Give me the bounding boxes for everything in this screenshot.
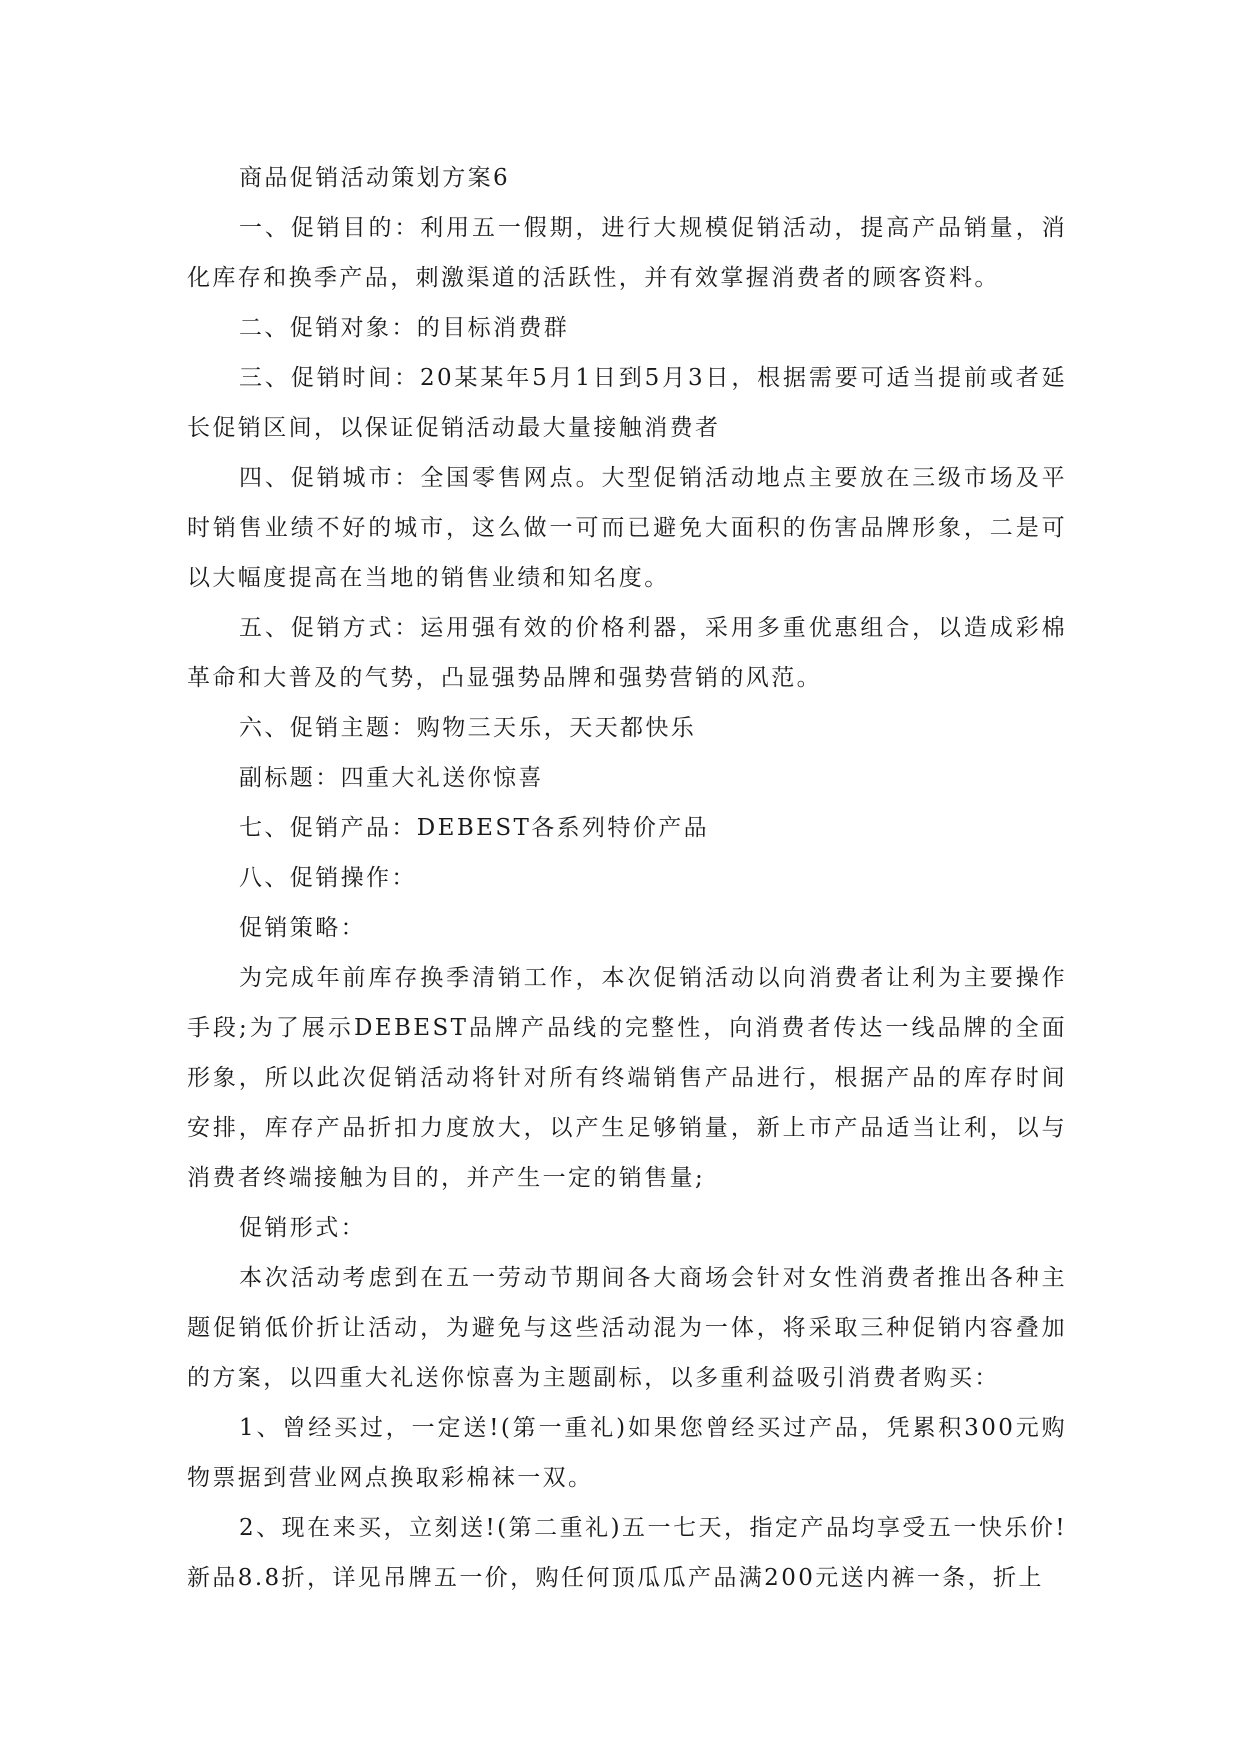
- paragraph-subtitle: 副标题：四重大礼送你惊喜: [239, 765, 544, 791]
- document-body: [187, 153, 1067, 1603]
- paragraph-promotion-theme: 六、促销主题：购物三天乐，天天都快乐: [239, 715, 697, 741]
- paragraph-strategy-heading: 促销策略：: [239, 915, 366, 941]
- paragraph-promotion-target: 二、促销对象：的目标消费群: [239, 315, 570, 341]
- paragraph-promotion-operation: 八、促销操作：: [239, 865, 417, 891]
- paragraph-promotion-method: 五、促销方式：运用强有效的价格利器，采用多重优惠组合，以造成彩棉革命和大普及的气势，凸显强势品牌和强势营销的风范。: [187, 615, 1067, 691]
- paragraph-promotion-cities: 四、促销城市：全国零售网点。大型促销活动地点主要放在三级市场及平时销售业绩不好的城市，这么做一可而已避免大面积的伤害品牌形象，二是可以大幅度提高在当地的销售业绩和知名度。: [187, 465, 1067, 591]
- paragraph-gift-one: 1、曾经买过，一定送!(第一重礼)如果您曾经买过产品，凭累积300元购物票据到营业网点换取彩棉袜一双。: [187, 1415, 1067, 1491]
- paragraph-promotion-goal: 一、促销目的：利用五一假期，进行大规模促销活动，提高产品销量，消化库存和换季产品，刺激渠道的活跃性，并有效掌握消费者的顾客资料。: [187, 215, 1067, 291]
- paragraph-promotion-products: 七、促销产品：DEBEST各系列特价产品: [239, 815, 710, 841]
- paragraph-strategy-body: 为完成年前库存换季清销工作，本次促销活动以向消费者让利为主要操作手段;为了展示DEBEST品牌产品线的完整性，向消费者传达一线品牌的全面形象，所以此次促销活动将针对所有终端销售产品进行，根据产品的库存时间安排，库存产品折扣力度放大，以产生足够销量，新上市产品适当让利，以与消费者终端接触为目的，并产生一定的销售量;: [187, 965, 1067, 1191]
- paragraph-promotion-time: 三、促销时间：20某某年5月1日到5月3日，根据需要可适当提前或者延长促销区间，以保证促销活动最大量接触消费者: [187, 365, 1067, 441]
- document-title: 商品促销活动策划方案6: [239, 165, 511, 191]
- paragraph-form-heading: 促销形式：: [239, 1215, 366, 1241]
- paragraph-gift-two: 2、现在来买，立刻送!(第二重礼)五一七天，指定产品均享受五一快乐价!新品8.8折，详见吊牌五一价，购任何顶瓜瓜产品满200元送内裤一条，折上: [187, 1515, 1067, 1591]
- paragraph-form-body: 本次活动考虑到在五一劳动节期间各大商场会针对女性消费者推出各种主题促销低价折让活动，为避免与这些活动混为一体，将采取三种促销内容叠加的方案，以四重大礼送你惊喜为主题副标，以多重利益吸引消费者购买：: [187, 1265, 1067, 1391]
